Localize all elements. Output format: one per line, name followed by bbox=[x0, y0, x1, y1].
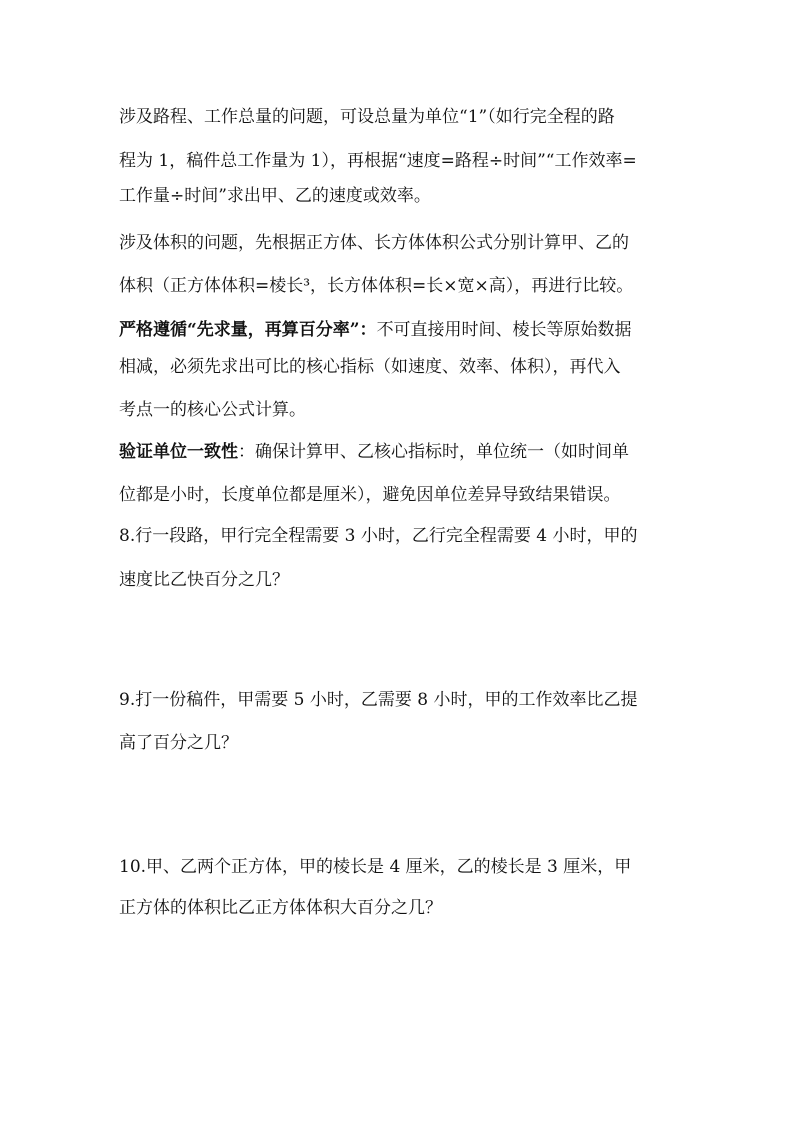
line-text: 工作量÷时间”求出甲、乙的速度或效率。 bbox=[119, 186, 431, 206]
bold-heading: 严格遵循“先求量，再算百分率”： bbox=[119, 320, 377, 340]
question-9-line bbox=[119, 733, 699, 753]
paragraph-line bbox=[119, 107, 699, 127]
paragraph-line bbox=[119, 485, 699, 505]
line-text: 高了百分之几？ bbox=[119, 733, 238, 753]
line-text: 正方体的体积比乙正方体体积大百分之几？ bbox=[119, 898, 442, 918]
line-text: 10.甲、乙两个正方体，甲的棱长是 4 厘米，乙的棱长是 3 厘米，甲 bbox=[119, 857, 632, 877]
line-text: 位都是小时，长度单位都是厘米），避免因单位差异导致结果错误。 bbox=[119, 485, 621, 505]
line-text: 相减，必须先求出可比的核心指标（如速度、效率、体积），再代入 bbox=[119, 357, 621, 377]
paragraph-line bbox=[119, 320, 699, 340]
question-8-line bbox=[119, 570, 699, 590]
paragraph-line bbox=[119, 400, 699, 420]
question-10-line bbox=[119, 898, 699, 918]
bold-heading: 验证单位一致性 bbox=[119, 442, 238, 462]
line-text: 涉及体积的问题，先根据正方体、长方体体积公式分别计算甲、乙的 bbox=[119, 233, 629, 253]
line-text: 不可直接用时间、棱长等原始数据 bbox=[376, 320, 632, 340]
line-text: 考点一的核心公式计算。 bbox=[119, 400, 306, 420]
line-text: 体积（正方体体积=棱长³，长方体体积=长×宽×高），再进行比较。 bbox=[119, 276, 634, 296]
line-text: 9.打一份稿件，甲需要 5 小时，乙需要 8 小时，甲的工作效率比乙提 bbox=[119, 690, 638, 710]
paragraph-line bbox=[119, 151, 699, 171]
paragraph-line bbox=[119, 276, 699, 296]
paragraph-line bbox=[119, 186, 699, 206]
line-text: 程为 1，稿件总工作量为 1），再根据“速度=路程÷时间”“工作效率= bbox=[119, 151, 637, 171]
question-8-line bbox=[119, 526, 699, 546]
paragraph-line bbox=[119, 442, 699, 462]
line-text: 8.行一段路，甲行完全程需要 3 小时，乙行完全程需要 4 小时，甲的 bbox=[119, 526, 638, 546]
line-text: 速度比乙快百分之几？ bbox=[119, 570, 289, 590]
line-text: 涉及路程、工作总量的问题，可设总量为单位“1”（如行完全程的路 bbox=[119, 107, 615, 127]
paragraph-line bbox=[119, 357, 699, 377]
question-10-line bbox=[119, 857, 699, 877]
paragraph-line bbox=[119, 233, 699, 253]
question-9-line bbox=[119, 690, 699, 710]
line-text: ：确保计算甲、乙核心指标时，单位统一（如时间单 bbox=[238, 442, 629, 462]
